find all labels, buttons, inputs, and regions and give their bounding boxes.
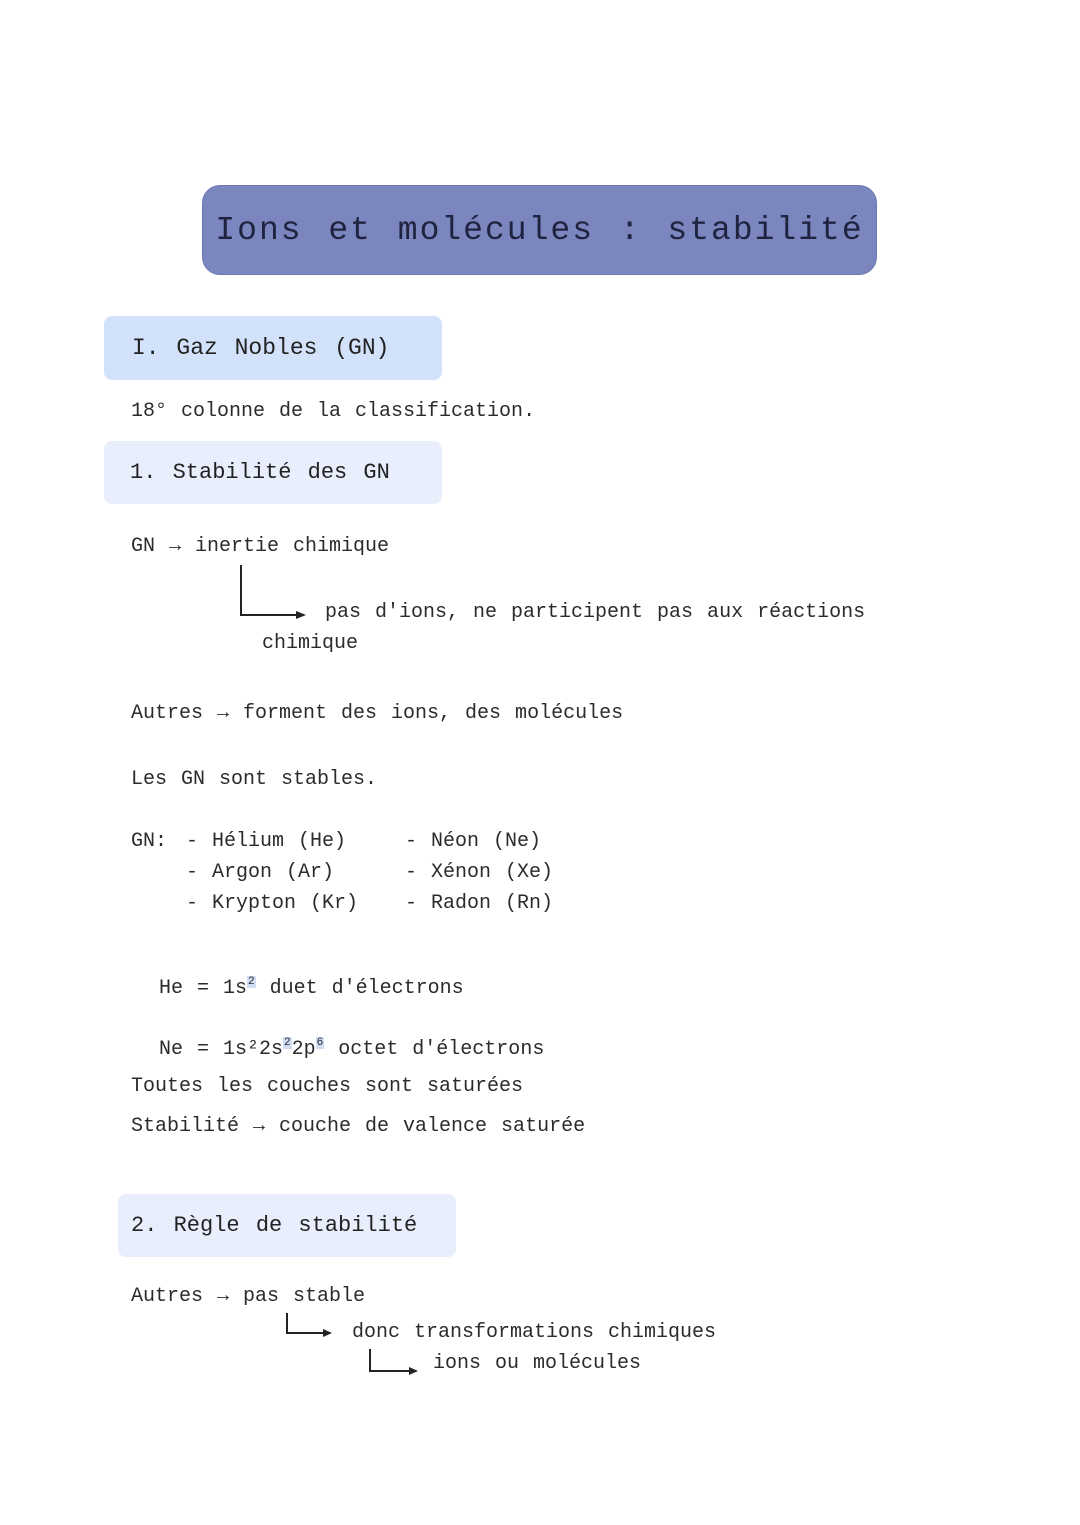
he-prefix: He = 1s [159,977,248,1000]
gn-list-item: - Hélium (He) [186,830,347,853]
branch-ions-molecules: ions ou molécules [433,1352,642,1375]
he-exponent: 2 [248,976,255,988]
page-title-banner [202,185,877,275]
section-heading-gaz-nobles [104,316,442,380]
ne-mid: 2p [291,1038,316,1061]
ne-exponent-2p: 6 [316,1037,324,1049]
section-heading-label: I. Gaz Nobles (GN) [132,335,390,361]
gn-list-label: GN: [131,830,168,853]
subsection-heading-stabilite-gn [104,441,442,504]
intro-text: 18° colonne de la classification. [131,400,536,423]
ne-suffix: octet d'électrons [324,1038,545,1061]
ne-exponent-2s: 2 [284,1037,291,1049]
line-gn-stables: Les GN sont stables. [131,768,378,791]
he-suffix: duet d'électrons [255,977,464,1000]
gn-list-item: - Krypton (Kr) [186,892,359,915]
branch-arrow-2 [283,1312,343,1342]
branch-text-continued: chimique [262,632,359,655]
branch-transformations: donc transformations chimiques [352,1321,717,1344]
branch-text: pas d'ions, ne participent pas aux réactions [325,601,866,624]
branch-arrow-1 [236,563,316,623]
helium-configuration [131,953,464,1000]
gn-list-item: - Radon (Rn) [405,892,554,915]
branch-arrow-3 [366,1348,426,1378]
subsection-heading-label: 1. Stabilité des GN [130,460,390,485]
gn-list-item: - Xénon (Xe) [405,861,554,884]
subsection-heading-label: 2. Règle de stabilité [131,1213,418,1238]
neon-configuration [131,1014,544,1061]
page-title: Ions et molécules : stabilité [215,211,864,249]
line-autres-ions: Autres → forment des ions, des molécules [131,702,624,725]
line-couches-saturees: Toutes les couches sont saturées [131,1075,524,1098]
gn-list-item: - Néon (Ne) [405,830,542,853]
subsection-heading-regle-stabilite [118,1194,456,1257]
line-gn-inertie: GN → inertie chimique [131,535,390,558]
line-stabilite-valence: Stabilité → couche de valence saturée [131,1115,586,1138]
line-autres-pas-stable: Autres → pas stable [131,1285,366,1308]
gn-list-item: - Argon (Ar) [186,861,335,884]
ne-prefix: Ne = 1s²2s [159,1038,284,1061]
